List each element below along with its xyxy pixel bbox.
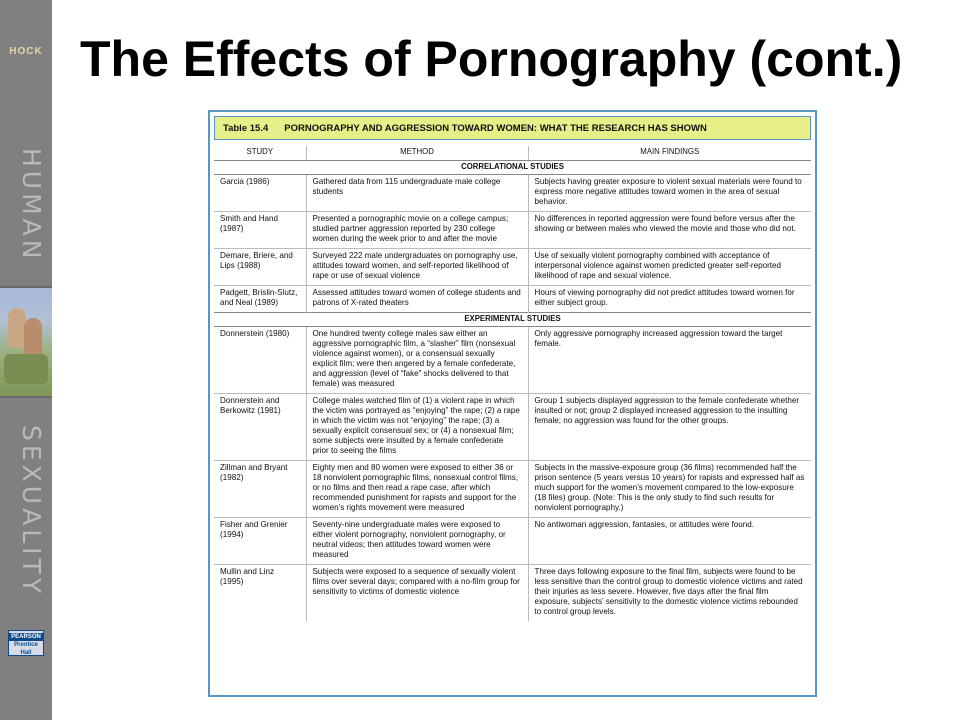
cell-method: Presented a pornographic movie on a college campus; studied partner aggression reported by 230 college women during the week prior to and after the movie [306, 212, 528, 249]
table-row [214, 394, 811, 461]
cell-findings: Only aggressive pornography increased aggression toward the target female. [528, 327, 811, 394]
section-title: EXPERIMENTAL STUDIES [214, 313, 811, 327]
table-row [214, 518, 811, 565]
table-row [214, 286, 811, 313]
table-row [214, 175, 811, 212]
table-caption [214, 116, 811, 140]
cell-findings: Group 1 subjects displayed aggression to the female confederate whether insulted or not; group 2 displayed increased aggression to the insulting female; no aggression was found for the other groups. [528, 394, 811, 461]
cell-findings: No differences in reported aggression were found before versus after the showing or between males who viewed the movie and those who did not. [528, 212, 811, 249]
brand-author: HOCK [9, 46, 43, 57]
section-title: CORRELATIONAL STUDIES [214, 161, 811, 175]
cell-method: Assessed attitudes toward women of college students and patrons of X-rated theaters [306, 286, 528, 313]
table-row [214, 565, 811, 622]
cell-study: Smith and Hand (1987) [214, 212, 306, 249]
cell-study: Donnerstein and Berkowitz (1981) [214, 394, 306, 461]
cell-method: College males watched film of (1) a violent rape in which the victim was portrayed as “enjoying” the rape; (2) a rape in which the victim was not “enjoying” the rape; (3) a sexually explicit consensual sex; or (4) a nonsexual film; some subjects were insulted by a female confederate prior to seeing the films [306, 394, 528, 461]
cell-findings: Three days following exposure to the final film, subjects were found to be less sensitive than the control group to domestic violence victims and rated their injuries as less severe. However, five days after the final film exposure, subjects’ sensitivity to the domestic violence victims rebounded to control group levels. [528, 565, 811, 622]
brand-word-human: HUMAN [17, 147, 46, 263]
table-row [214, 249, 811, 286]
cell-study: Donnerstein (1980) [214, 327, 306, 394]
column-header-findings: MAIN FINDINGS [528, 146, 811, 161]
cell-study: Garcia (1986) [214, 175, 306, 212]
brand-word-sexuality: SEXUALITY [17, 424, 46, 598]
cell-findings: Hours of viewing pornography did not predict attitudes toward women for either subject group. [528, 286, 811, 313]
section-row-correlational [214, 161, 811, 175]
table-row [214, 212, 811, 249]
table-title: PORNOGRAPHY AND AGGRESSION TOWARD WOMEN: WHAT THE RESEARCH HAS SHOWN [284, 122, 707, 134]
column-header-study: STUDY [214, 146, 306, 161]
cell-study: Fisher and Grenier (1994) [214, 518, 306, 565]
table-number: Table 15.4 [223, 122, 269, 134]
section-row-experimental [214, 313, 811, 327]
cell-method: Subjects were exposed to a sequence of sexually violent films over several days; compared with a no-film group for sensitivity to victims of domestic violence [306, 565, 528, 622]
table-row [214, 461, 811, 518]
brand-sidebar [0, 0, 52, 720]
slide-title: The Effects of Pornography (cont.) [80, 31, 903, 87]
cell-method: Surveyed 222 male undergraduates on pornography use, attitudes toward women, and self-reported likelihood of rape or use of sexual violence [306, 249, 528, 286]
publisher-logo: PEARSON Prentice Hall [8, 630, 44, 656]
cell-method: Seventy-nine undergraduate males were exposed to either violent pornography, nonviolent pornography, or neutral videos; then attitudes toward women were measured [306, 518, 528, 565]
cell-method: Eighty men and 80 women were exposed to either 36 or 18 nonviolent pornographic films, nonsexual control films, or no films and then read a rape case, after which recommended punishment for rapists and support for the women’s rights movement were measured [306, 461, 528, 518]
cell-study: Mullin and Linz (1995) [214, 565, 306, 622]
cell-findings: Subjects having greater exposure to violent sexual materials were found to express more negative attitudes toward women in the area of sexual behavior. [528, 175, 811, 212]
cell-study: Padgett, Brislin-Slutz, and Neal (1989) [214, 286, 306, 313]
research-table-figure [208, 110, 817, 697]
cell-findings: No antiwoman aggression, fantasies, or attitudes were found. [528, 518, 811, 565]
cell-findings: Subjects in the massive-exposure group (36 films) recommended half the prison sentence (5 years versus 10 years) for rapists and expressed half as much support for the women’s movement compared to the low-exposure (18 files) group. (Note: This is the only study to find such results for nonviolent pornography.) [528, 461, 811, 518]
cell-study: Demare, Briere, and Lips (1988) [214, 249, 306, 286]
column-header-method: METHOD [306, 146, 528, 161]
cell-method: One hundred twenty college males saw either an aggressive pornographic film, a “slasher” film (nonsexual violence against women), or a consensual sexually explicit film; were then angered by a female confederate, and aggression (level of “fake” shocks delivered to that female) was measured [306, 327, 528, 394]
table-header-row [214, 146, 811, 161]
cell-study: Zillman and Bryant (1982) [214, 461, 306, 518]
research-table [214, 146, 811, 621]
cover-photo [0, 286, 52, 398]
cell-findings: Use of sexually violent pornography combined with acceptance of interpersonal violence against women predicted greater self-reported likelihood of rape and sexual violence. [528, 249, 811, 286]
table-row [214, 327, 811, 394]
cell-method: Gathered data from 115 undergraduate male college students [306, 175, 528, 212]
